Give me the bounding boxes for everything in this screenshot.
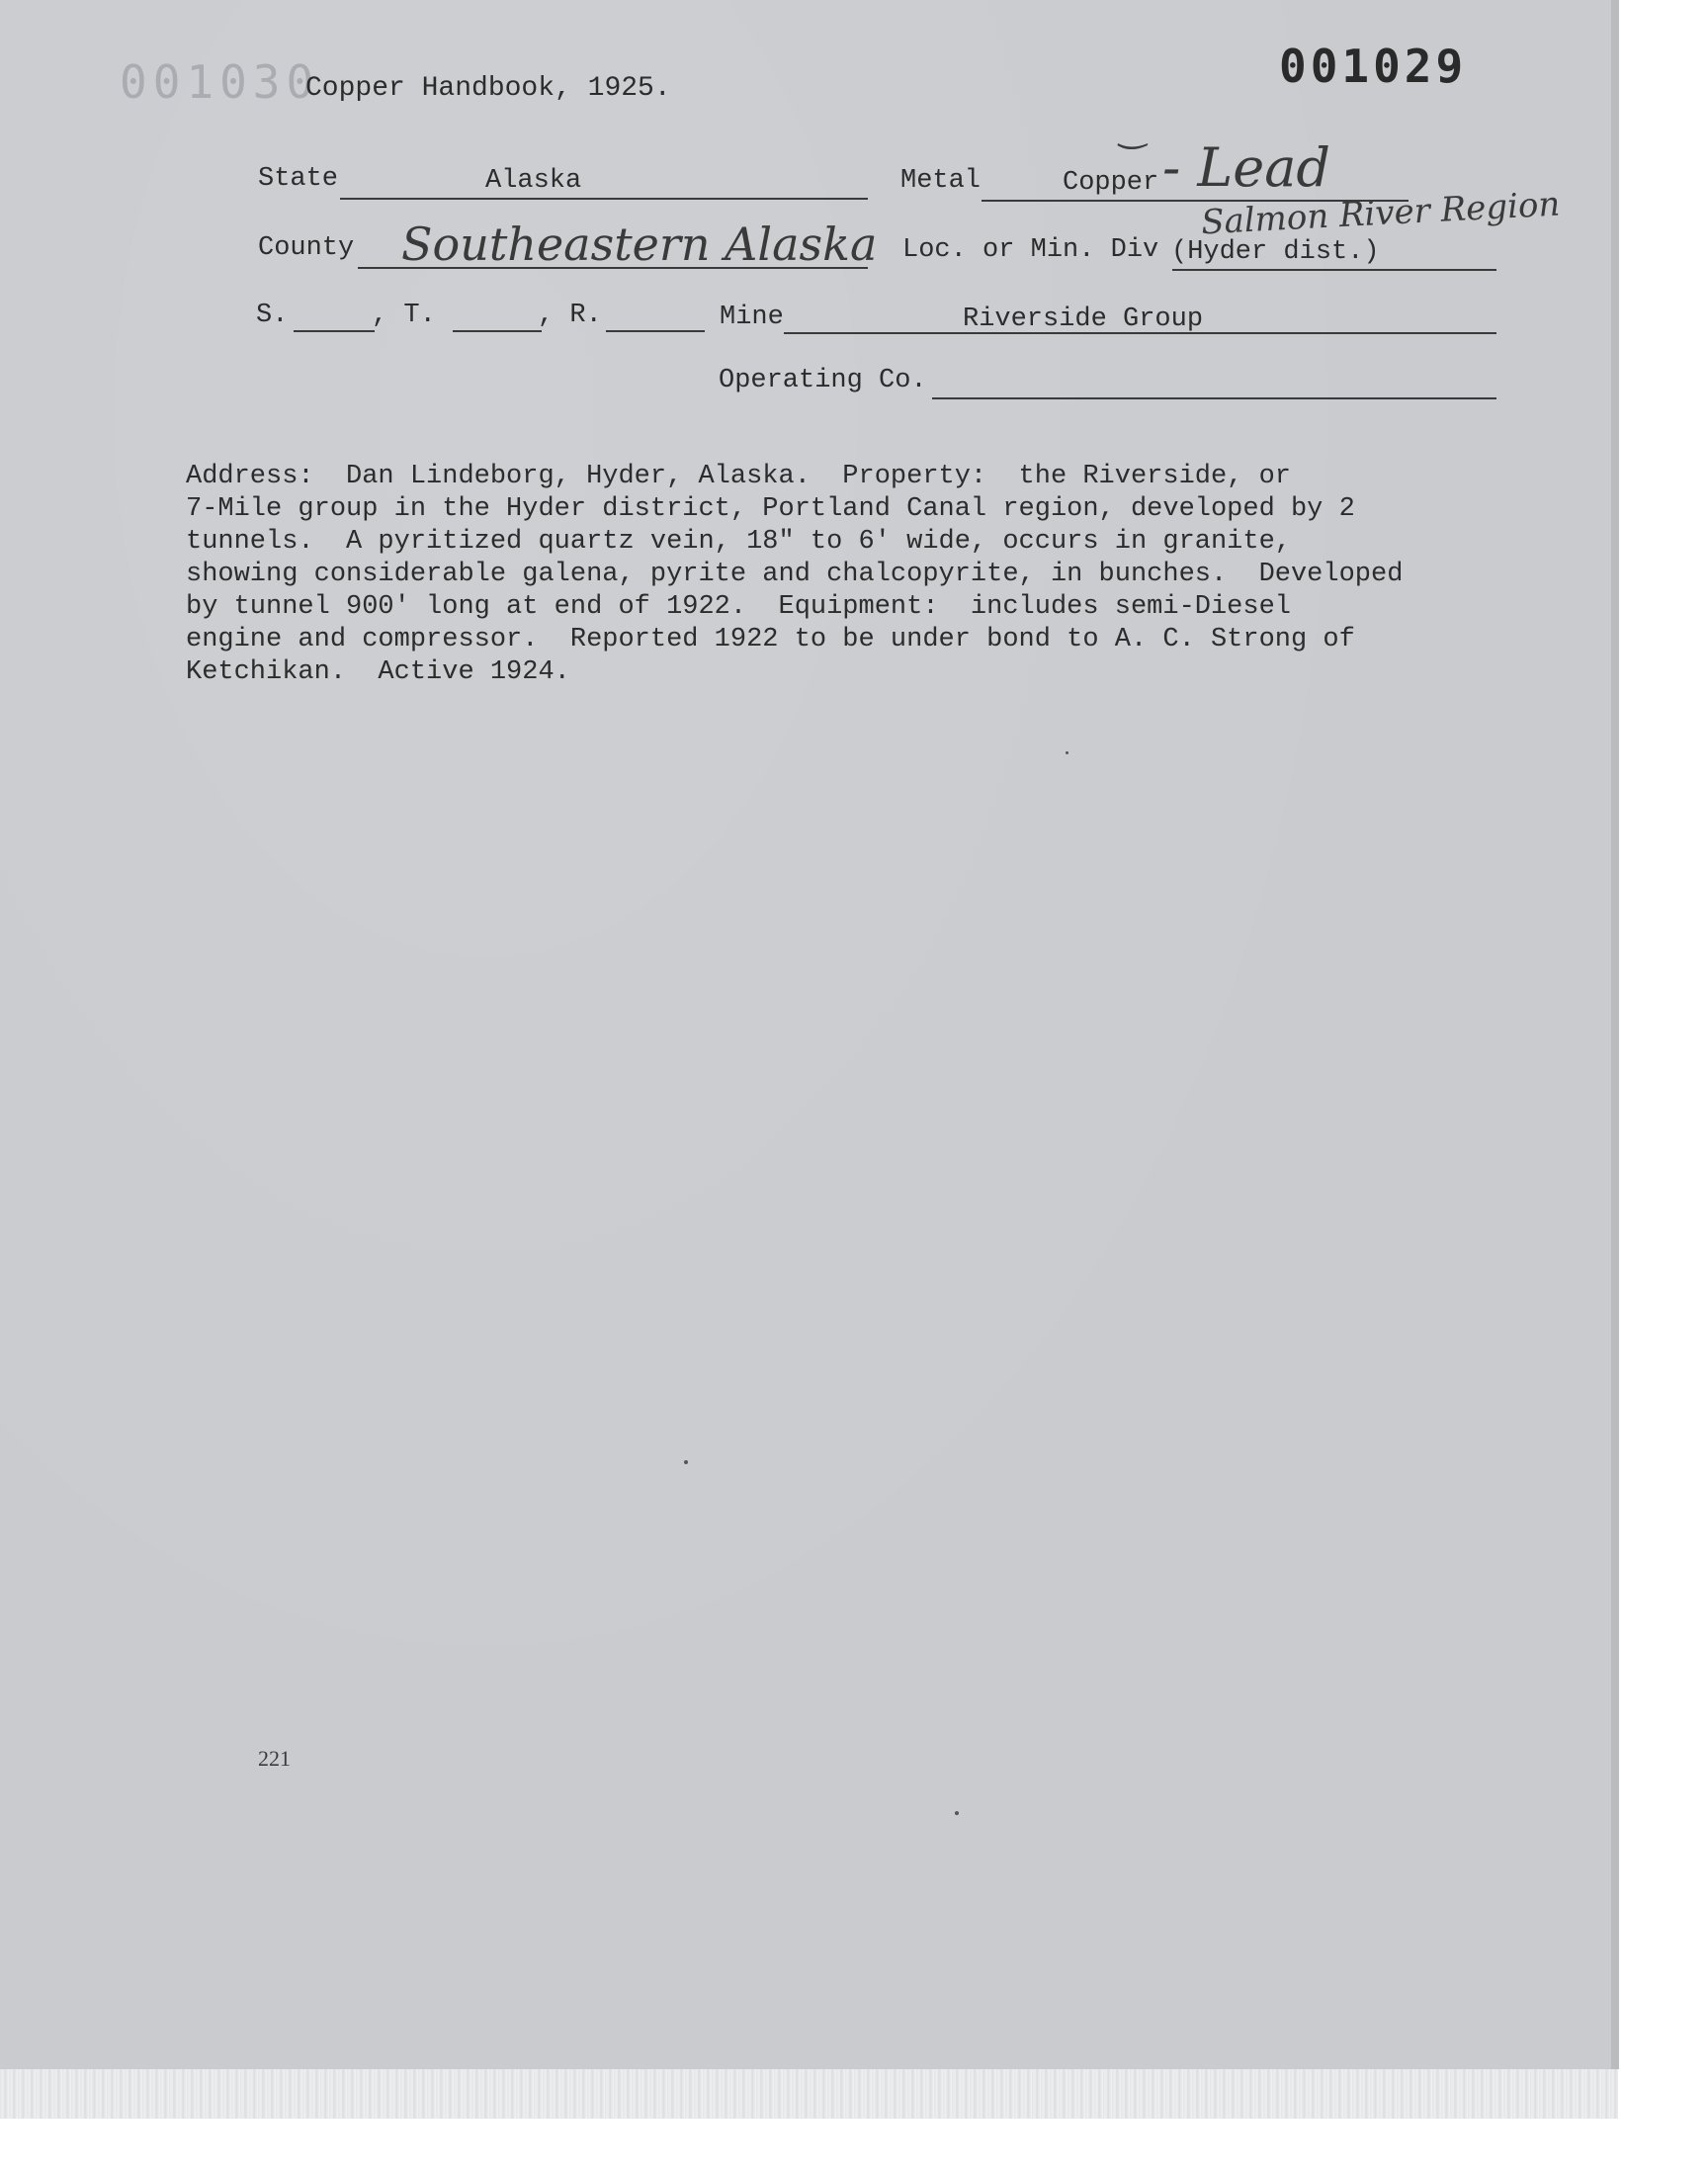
mine-value: Riverside Group: [963, 304, 1204, 334]
card-edge: [1611, 0, 1619, 2069]
check-mark: ‿: [1120, 111, 1148, 150]
state-value: Alaska: [485, 166, 582, 196]
scan-speck: [684, 1460, 688, 1464]
operating-co-label: Operating Co.: [719, 366, 927, 395]
township-underline: [453, 330, 542, 332]
range-label: , R.: [538, 301, 602, 330]
mine-label: Mine: [720, 303, 784, 332]
page-number: 221: [258, 1746, 291, 1771]
state-label: State: [258, 164, 339, 194]
loc-value: (Hyder dist.): [1171, 237, 1380, 267]
metal-value: Copper: [1063, 168, 1159, 198]
property-description: Address: Dan Lindeborg, Hyder, Alaska. Property: the Riverside, or 7-Mile group in the Hyder district, Portland Canal region, developed by 2 tunnels. A pyritized quartz vein, 18" to 6' wide, occurs in granite, showing considerable galena, pyrite and chalcopyrite, in bunches. Developed by tunnel 900' long at end of 1922. Equipment: includes semi-Diesel engine and compressor. Reported 1922 to be under bond to A. C. Strong of Ketchikan. Active 1924.: [186, 462, 1404, 687]
loc-handwritten-note: Salmon River Region: [1200, 184, 1562, 243]
township-label: , T.: [372, 301, 436, 330]
loc-label: Loc. or Min. Div: [902, 235, 1159, 265]
metal-handwritten-note: - Lead: [1162, 136, 1330, 199]
county-handwritten-value: Southeastern Alaska: [401, 218, 878, 271]
old-card-number-stamp: 001030: [120, 55, 320, 109]
scan-speck: [1066, 751, 1068, 754]
card-number-stamp: 001029: [1279, 40, 1468, 93]
county-label: County: [258, 233, 355, 263]
source-title: Copper Handbook, 1925.: [305, 73, 671, 104]
scan-speck: [955, 1811, 959, 1815]
section-underline: [294, 330, 375, 332]
state-underline: [340, 198, 868, 200]
operating-co-underline: [932, 397, 1496, 399]
scanner-strip: [0, 2069, 1618, 2119]
section-label: S.: [256, 301, 289, 330]
loc-underline: [1172, 269, 1496, 271]
metal-label: Metal: [900, 166, 982, 196]
range-underline: [606, 330, 705, 332]
